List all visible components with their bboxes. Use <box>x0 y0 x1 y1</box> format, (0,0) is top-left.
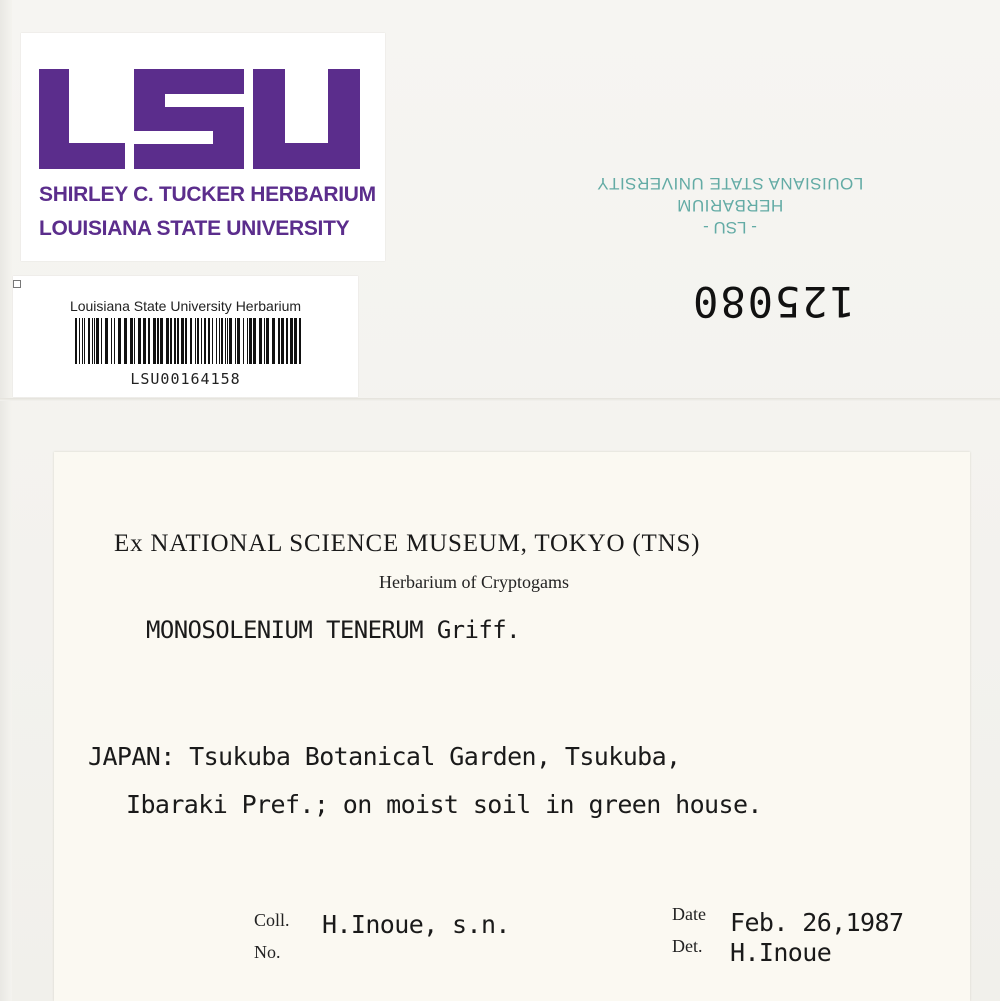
collector-value: H.Inoue, s.n. <box>322 910 510 939</box>
lsu-logo-label <box>21 33 385 261</box>
locality-line-2: Ibaraki Pref.; on moist soil in green house. <box>126 790 762 819</box>
stamp-line-herbarium: HERBARIUM <box>676 196 784 215</box>
locality-line-1: JAPAN: Tsukuba Botanical Garden, Tsukuba, <box>88 742 681 771</box>
no-label: No. <box>254 942 281 962</box>
accession-number: 125080 <box>691 277 855 326</box>
coll-label: Coll. <box>254 910 290 930</box>
university-name: LOUISIANA STATE UNIVERSITY <box>39 217 350 240</box>
det-label: Det. <box>672 936 703 956</box>
barcode-title: Louisiana State University Herbarium <box>69 298 302 314</box>
specimen-label <box>54 452 970 1001</box>
herbarium-stamp <box>560 148 900 238</box>
date-value: Feb. 26,1987 <box>730 908 904 937</box>
taxon-name: MONOSOLENIUM TENERUM Griff. <box>146 616 520 644</box>
stamp-line-lsu: - LSU - <box>703 218 757 237</box>
herbarium-name: SHIRLEY C. TUCKER HERBARIUM <box>39 183 376 206</box>
corner-mark <box>13 280 21 288</box>
stamp-line-university: LOUISIANA STATE UNIVERSITY <box>596 174 864 193</box>
barcode-label <box>13 276 358 397</box>
lsu-logo-icon <box>39 69 361 171</box>
date-label: Date <box>672 904 706 924</box>
sheet-edge <box>0 0 12 1001</box>
source-header: Ex NATIONAL SCIENCE MUSEUM, TOKYO (TNS) <box>114 530 701 557</box>
barcode-bars <box>75 318 301 364</box>
source-subheader: Herbarium of Cryptogams <box>379 572 569 592</box>
sheet-fold <box>0 398 1000 401</box>
det-value: H.Inoue <box>730 938 832 967</box>
barcode-number: LSU00164158 <box>130 370 241 388</box>
